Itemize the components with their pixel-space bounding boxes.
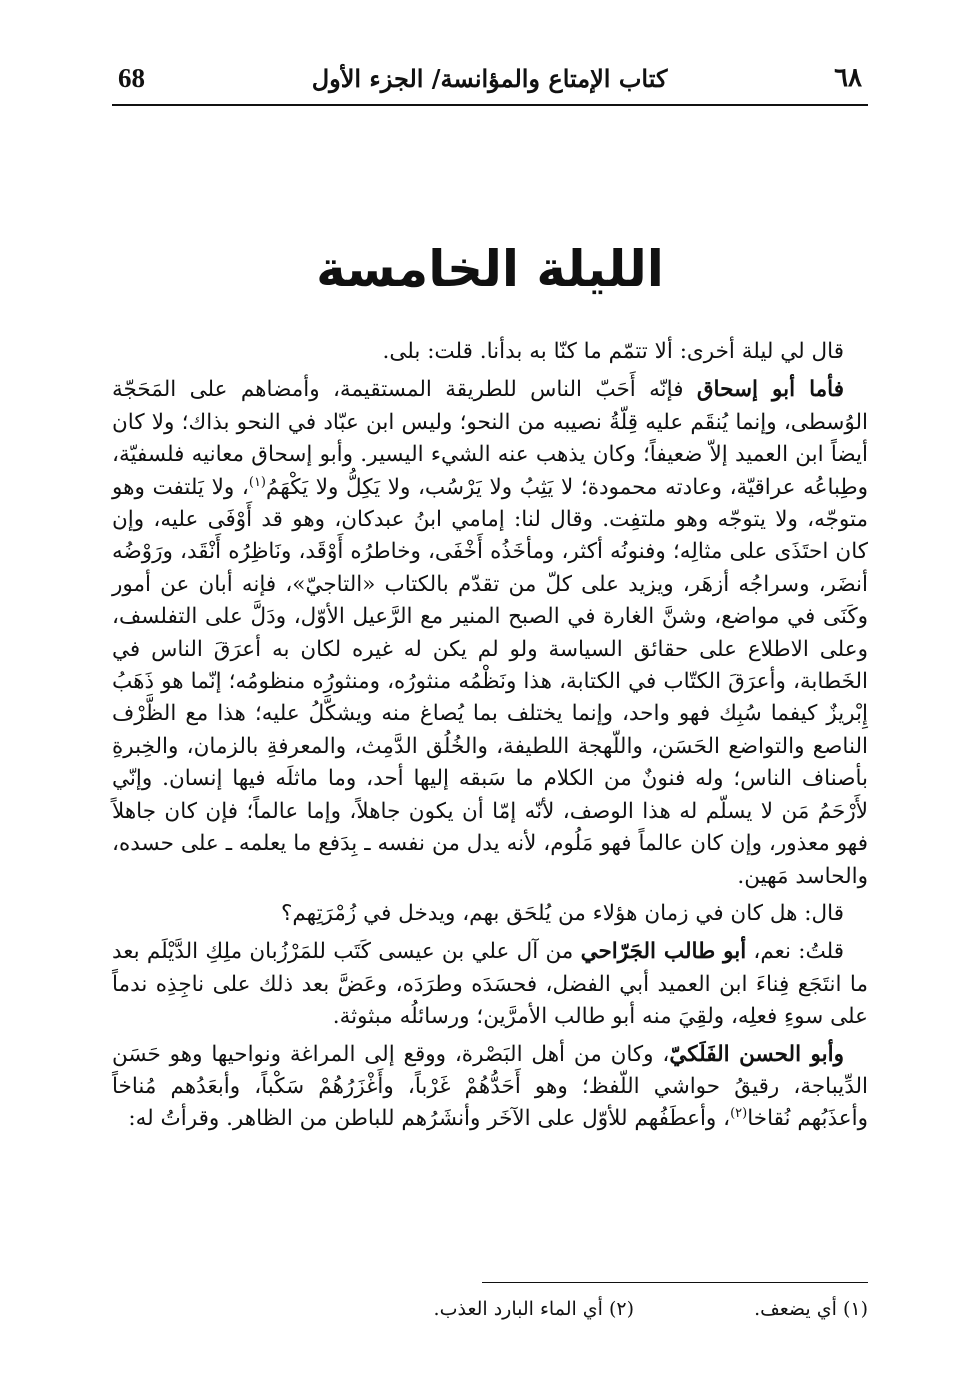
- paragraph-text-tail: ، وأعطَفُهم للأوّل على الآخَر وأنشَرُهم للباطن من الظاهر. وقرأتُ له:: [128, 1106, 731, 1132]
- running-header: [118, 58, 862, 98]
- footnote-number: (٢): [609, 1298, 635, 1320]
- footnote-1: [754, 1298, 868, 1320]
- footnote-2: [434, 1298, 635, 1320]
- footnote-ref-2: (٢): [730, 1106, 748, 1122]
- footnote-text: أي يضعف.: [754, 1298, 837, 1320]
- paragraph-bold-name: أبو طالب الجَرّاحي: [580, 939, 747, 965]
- paragraph-text-tail: ، ولا يَلتفت وهو متوجّه، ولا يتوجّه وهو ملتفِت. وقال لنا: إمامي ابنُ عبدكان، وهو قد أَوْفَى عليه، وإن كان احتَذَى على مثالِه؛ وفنونُه أكثر، ومأخَذُه أَخْفَى، وخاطرُه أَوْقَد، ونَاظِرُه أَنْقَد، ورَوْضُه أنضَر، وسراجُه أزهَر، ويزيد على كلّ من تقدّم بالكتاب «التاجيّ»، فإنه أبان عن أمور وكَنَى في مواضع، وشنَّ الغارة في الصبح المنير مع الرَّعيل الأوّل، ودَلَّ على التفلسف، وعلى الاطلاع على حقائق السياسة ولو لم يكن له غيره لكان به أعرَقَ الناس في الخَطابة، وأعرَقَ الكتّاب في الكتابة، هذا ونَظْمُه منثورُه، ومنثورُه منظومُه؛ إنّما هو ذَهَبُ إِبْريزٌ كيفما سُبِك فهو واحد، وإنما يختلف بما يُصاغ منه ويشكَّلُ عليه؛ هذا مع الظَّرْف الناصع والتواضع الحَسَن، واللّهجة اللطيفة، والخُلُق الدَّمِث، والمعرفةِ بالزمان، والخِبرةِ بأصناف الناس؛ وله فنونٌ من الكلام ما سَبقه إليها أحد، وما ماثلَه فيها إنسان. وإنّي لأَرْحَمُ مَن لا يسلّم له هذا الوصف، لأنّه إمّا أن يكون جاهلاً، وإما عالماً؛ فإن كان جاهلاً فهو معذور، وإن كان عالماً فهو مَلُوم، لأنه يدل من نفسه ـ بِدَفع ما يعلمه ـ على حسده، والحاسد مَهين.: [112, 474, 868, 889]
- page-number-latin: 68: [118, 62, 146, 93]
- paragraph-text: قال: هل كان في زمان هؤلاء من يُلحَق بهم، ويدخل في زُمْرَتِهم؟: [280, 900, 844, 926]
- footnote-text: أي الماء البارد العذب.: [433, 1298, 603, 1320]
- paragraph-lead: وأبو الحسن الفَلَكيّ: [669, 1041, 844, 1067]
- paragraph-text: ، وكان من أهل البَصْرة، ووقع إلى المراغة ونواحيها وهو حَسَن الدِّيباجة، رقيقُ حواشي اللّفظ؛ وهو أَحَدُّهُمْ غَرْباً، وأَغْزَرُهُمْ سَكْباً، وأبعَدُهم مُناخاً وأعذَبُهم نُقاخا: [112, 1041, 868, 1132]
- paragraph-5: [112, 1039, 868, 1136]
- footnote-number: (١): [842, 1298, 868, 1320]
- paragraph-4: [112, 936, 868, 1033]
- paragraph-text-before: قلتُ: نعم،: [746, 939, 844, 965]
- page-number-arabic: ٦٨: [834, 63, 862, 93]
- chapter-title: الليلة الخامسة: [316, 240, 664, 298]
- paragraph-text: قال لي ليلة أخرى: ألا تتمّم ما كنّا به بدأنا. قلت: بلى.: [382, 339, 844, 364]
- paragraph-3: [112, 898, 868, 930]
- paragraph-text: من آل علي بن عيسى كَتَب للمَرْزُبان ملِكِ الدَّيْلَم بعد ما انتَجَع فِناءَ ابن العميد أبي الفضل، فحسَدَه وطرَدَه، وعَضَّ بعد ذلك على ناجِذِه ندماً على سوءِ فعلِه، ولقِيَ منه أبو طالب الأمرَّين؛ ورسائلُه مبثوثة.: [112, 939, 868, 1030]
- paragraph-1: [112, 336, 868, 368]
- paragraph-2: [112, 374, 868, 893]
- footnote-ref-1: (١): [248, 474, 266, 490]
- paragraph-text: فإنّه أَحَبّ الناس للطريقة المستقيمة، وأمضاهم على المَحَجّة الوُسطى، وإنما يُنقَم عليه قِلّةُ نصيبه من النحو؛ وليس ابن عبّاد في النحو بذاك؛ ولا كان أيضاً ابن العميد إلاّ ضعيفاً؛ وكان يذهب عنه الشيء اليسير. وأبو إسحاق معانيه فلسفيّة، وطِباعُه عراقيّة، وعادته محمودة؛ لا يَثِبُ ولا يَرْسُب، ولا يَكِلُّ ولا يَكْهَمُ: [112, 377, 868, 500]
- footnotes: [112, 1298, 868, 1320]
- footnote-divider: [482, 1282, 868, 1283]
- paragraph-lead: فأما أبو إسحاق: [696, 377, 845, 403]
- header-divider: [112, 104, 868, 106]
- body-text: [112, 336, 868, 1141]
- running-title: كتاب الإمتاع والمؤانسة/ الجزء الأول: [311, 63, 668, 93]
